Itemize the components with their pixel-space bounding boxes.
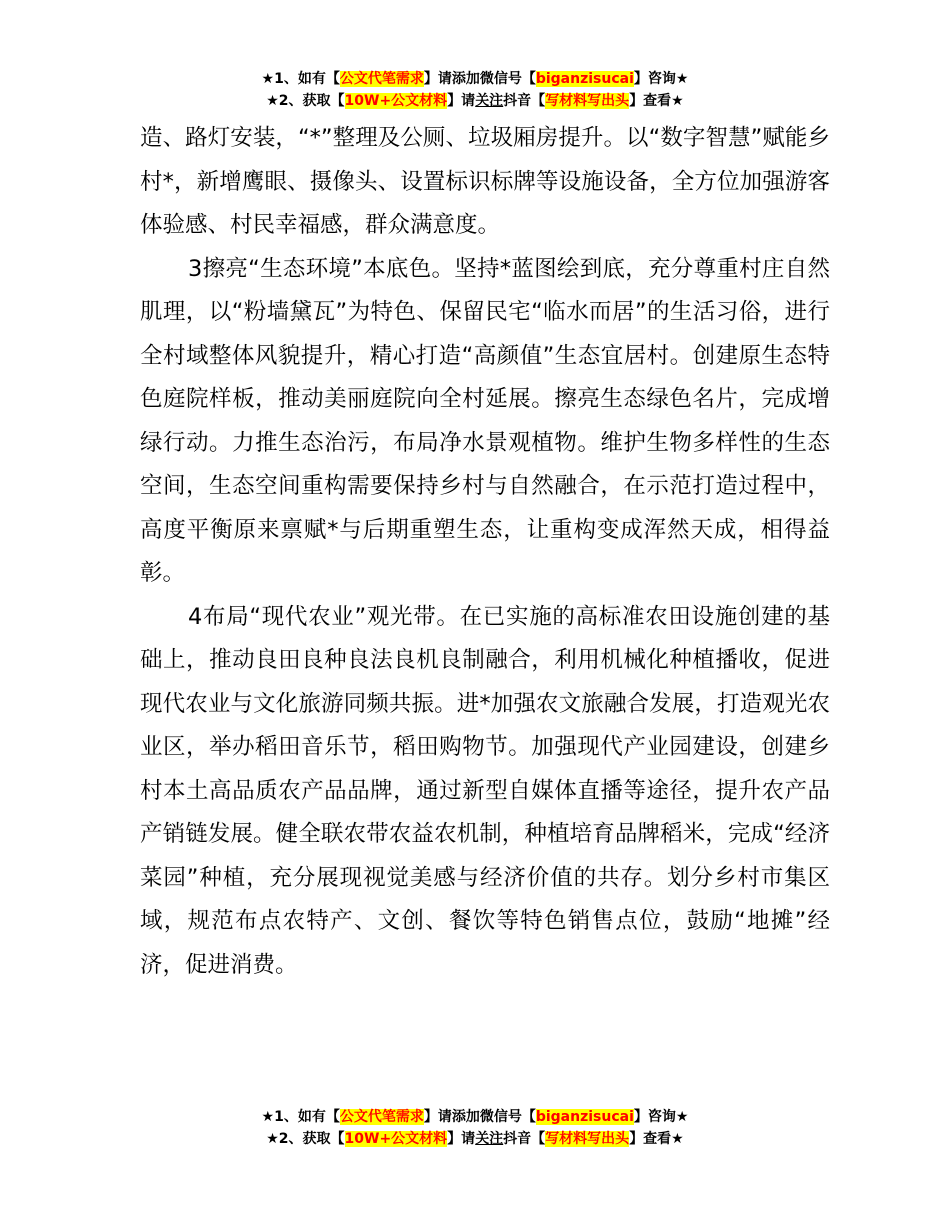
header-banner [0,68,950,112]
footer-highlight-douyin-account: 写材料写出头 [545,1131,630,1147]
banner-line-1-suffix: 】咨询★ [633,71,689,87]
footer-line-2-prefix: ★2、获取【 [266,1131,345,1147]
banner-line-1 [0,68,950,90]
footer-line-2-suffix: 】查看★ [629,1131,684,1147]
paragraph-continuation: 造、路灯安装，“*”整理及公厕、垃圾厢房提升。以“数字智慧”赋能乡村*，新增鹰眼、摄像头、设置标识标牌等设施设备，全方位加强游客体验感、村民幸福感，群众满意度。 [140,125,830,238]
footer-line-2 [0,1128,950,1150]
banner-line-2-mid-a: 】请 [447,93,476,109]
footer-line-2-mid-b: 抖音【 [503,1131,546,1147]
footer-line-1-prefix: ★1、如有【 [261,1109,340,1125]
banner-line-1-prefix: ★1、如有【 [261,71,340,87]
footer-line-1 [0,1106,950,1128]
highlight-wechat-id: biganzisucai [535,71,634,87]
footer-underlined-follow: 关注 [475,1131,504,1147]
highlight-douyin-account: 写材料写出头 [545,93,630,109]
banner-line-2 [0,90,950,112]
footer-highlight-materials: 10W+公文材料 [344,1131,448,1147]
banner-line-2-prefix: ★2、获取【 [266,93,345,109]
paragraph-agriculture: 4布局“现代农业”观光带。在已实施的高标准农田设施创建的基础上，推动良田良种良法良机良制融合，利用机械化种植播收，促进现代农业与文化旅游同频共振。进*加强农文旅融合发展，打造观光农业区，举办稻田音乐节，稻田购物节。加强现代产业园建设，创建乡村本土高品质农产品品牌，通过新型自媒体直播等途径，提升农产品产销链发展。健全联农带农益农机制，种植培育品牌稻米，完成“经济菜园”种植，充分展现视觉美感与经济价值的共存。划分乡村市集区域，规范布点农特产、文创、餐饮等特色销售点位，鼓励“地摊”经济，促进消费。 [140,603,830,978]
document-body [140,117,830,987]
footer-highlight-wechat-id: biganzisucai [535,1109,634,1125]
footer-line-1-suffix: 】咨询★ [633,1109,689,1125]
banner-line-1-mid: 】请添加微信号【 [423,71,536,87]
footer-line-1-mid: 】请添加微信号【 [423,1109,536,1125]
banner-line-2-mid-b: 抖音【 [503,93,546,109]
highlight-materials: 10W+公文材料 [344,93,448,109]
paragraph-ecology: 3擦亮“生态环境”本底色。坚持*蓝图绘到底，充分尊重村庄自然肌理，以“粉墙黛瓦”为特色、保留民宅“临水而居”的生活习俗，进行全村域整体风貌提升，精心打造“高颜值”生态宜居村。创建原生态特色庭院样板，推动美丽庭院向全村延展。擦亮生态绿色名片，完成增绿行动。力推生态治污，布局净水景观植物。维护生物多样性的生态空间，生态空间重构需要保持乡村与自然融合，在示范打造过程中，高度平衡原来禀赋*与后期重塑生态，让重构变成浑然天成，相得益彰。 [140,255,830,586]
banner-line-2-suffix: 】查看★ [629,93,684,109]
footer-highlight-service: 公文代笔需求 [339,1109,424,1125]
footer-line-2-mid-a: 】请 [447,1131,476,1147]
footer-banner [0,1106,950,1150]
underlined-follow: 关注 [475,93,504,109]
highlight-service: 公文代笔需求 [339,71,424,87]
